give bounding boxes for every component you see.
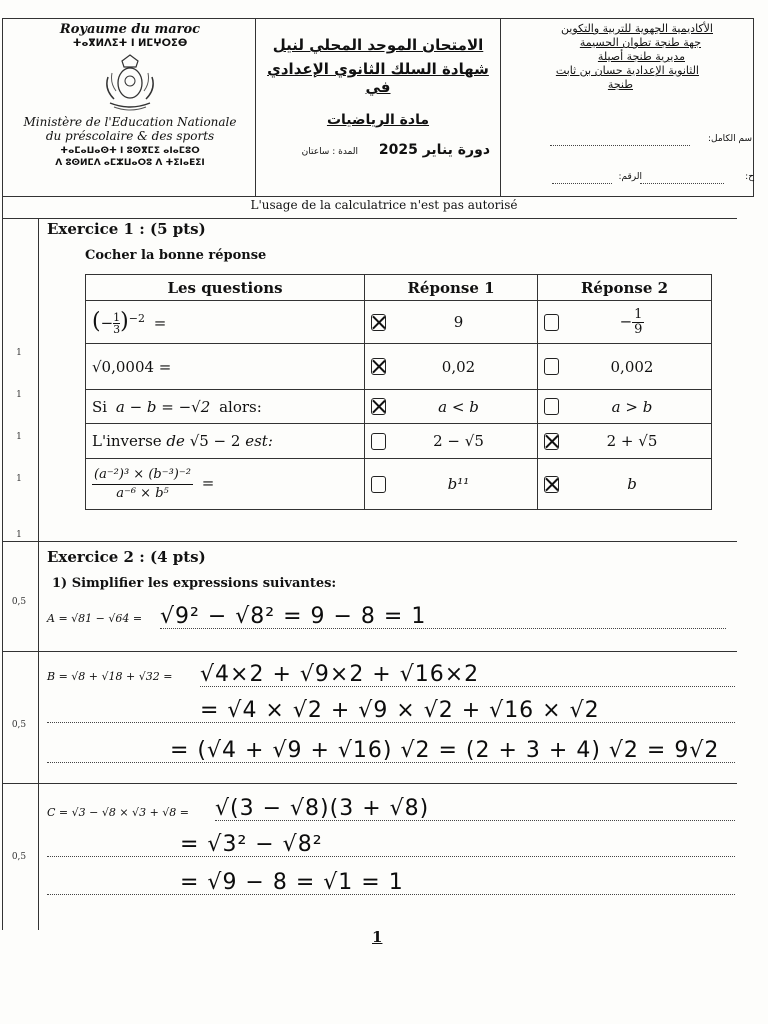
expression-b-label: B = √8 + √18 + √32 = [47,670,173,683]
answer-value: b¹¹ [447,475,470,493]
student-number-label: الرقم: [618,172,642,182]
score-q3: 1 [16,432,22,442]
table-row [86,301,712,344]
answer-checkbox[interactable] [371,476,386,493]
score-q1: 1 [16,348,22,358]
expression-b-line3: = (√4 + √9 + √16) √2 = (2 + 3 + 4) √2 = 9√2 [170,738,720,763]
header-left [20,22,240,168]
score-q5: 1 [16,530,22,540]
exam-duration: المدة : ساعتان [301,147,358,157]
answer-value: 0,02 [441,357,476,376]
answer-value: a < b [438,397,479,416]
student-number-field-a[interactable] [640,183,724,184]
score-c: 0,5 [11,852,27,862]
answer-checkbox[interactable] [544,476,559,493]
exam-title-1: الامتحان الموحد المحلي لنيل [272,36,484,54]
question-2: √0,0004 = [86,344,365,390]
col-header-questions: Les questions [86,275,365,301]
question-4: L'inverse de √5 − 2 est: [86,424,365,459]
student-number-prefix: ح: [745,172,754,182]
ministry-tifinagh-1: ⵜⴰⵎⴰⵡⴰⵙⵜ ⵏ ⵓⵙⴳⵎⵉ ⴰⵏⴰⵎⵓⵔ [60,146,200,156]
directorate-name: مديرية طنجة أصيلة [597,50,685,63]
table-row [86,459,712,510]
expression-c-line3: = √9 − 8 = √1 = 1 [180,870,404,895]
answer-value: 0,002 [610,357,654,376]
full-name-label: سم الكامل: [707,134,752,144]
ministry-name-2: du préscolaire & des sports [45,129,215,143]
question-5: $\frac{\text{(a⁻²)³ × (b⁻³)⁻²}}{\text{a⁻⁶ × b⁵}}$ = [86,459,365,510]
answer-checkbox[interactable] [544,358,559,375]
kingdom-name-tifinagh: ⵜⴰⴳⵍⴷⵉⵜ ⵏ ⵍⵎⵖⵔⵉⴱ [72,38,188,49]
qcm-table [85,274,712,510]
exercise1-instruction: Cocher la bonne réponse [85,248,267,263]
score-b: 0,5 [11,720,27,730]
exam-session: دورة يناير 2025 [378,142,490,158]
expression-c-label: C = √3 − √8 × √3 + √8 = [47,806,190,819]
header-center [262,36,494,128]
student-number-field-b[interactable] [552,183,612,184]
table-row [86,424,712,459]
col-header-answer2: Réponse 2 [538,275,712,301]
answer-checkbox[interactable] [371,314,386,331]
expression-b-line1: √4×2 + √9×2 + √16×2 [200,662,480,687]
school-name: الثانوية الإعدادية حسان بن ثابت [555,64,699,77]
region-name: جهة طنجة تطوان الحسيمة [579,36,701,49]
table-row [86,390,712,424]
answer-checkbox[interactable] [544,314,559,331]
expression-a-answer: √9² − √8² = 9 − 8 = 1 [160,604,427,629]
answer-checkbox[interactable] [371,433,386,450]
answer-value: a > b [611,397,653,416]
page-number: 1 [372,928,383,946]
expression-c-line1: √(3 − √8)(3 + √8) [215,796,430,821]
ministry-name-1: Ministère de l'Education Nationale [23,115,237,129]
exam-title-2: شهادة السلك الثانوي الإعدادي في [267,60,489,96]
exercise2-title: Exercice 2 : (4 pts) [47,548,206,566]
header-right [508,22,713,92]
answer-checkbox[interactable] [544,433,559,450]
answer-value: − $\frac{1}{9}$ [619,306,643,337]
answer-checkbox[interactable] [544,398,559,415]
moroccan-emblem-icon [100,53,160,113]
kingdom-name: Royaume du maroc [59,22,201,37]
answer-value: 2 + √5 [606,432,658,450]
table-row [86,344,712,390]
col-header-answer1: Réponse 1 [365,275,538,301]
academy-name: الأكاديمية الجهوية للتربية والتكوين [560,22,713,35]
expression-c-line2: = √3² − √8² [180,832,323,857]
ministry-tifinagh-2: ⴷ ⵓⵙⵍⵎⴷ ⴰⵎⵣⵡⴰⵔⵓ ⴷ ⵜⵉⵏⴰⴹⵉⵏ [55,158,205,168]
answer-value: 2 − √5 [433,432,484,450]
answer-value: b [627,475,637,493]
calculator-notice: L'usage de la calculatrice n'est pas autorisé [250,198,518,212]
exercise2-subtitle: 1) Simplifier les expressions suivantes: [52,576,337,591]
score-q4: 1 [16,474,22,484]
city-name: طنجة [607,78,633,91]
expression-b-line2: = √4 × √2 + √9 × √2 + √16 × √2 [200,698,600,723]
answer-value: 9 [453,313,464,331]
full-name-field[interactable] [550,145,690,146]
answer-checkbox[interactable] [371,398,386,415]
expression-a-label: A = √81 − √64 = [47,612,143,625]
exercise1-title: Exercice 1 : (5 pts) [47,220,206,238]
question-3: Si a − b = −√2 alors: [86,390,365,424]
answer-checkbox[interactable] [371,358,386,375]
score-q2: 1 [16,390,22,400]
score-a: 0,5 [11,597,27,607]
question-1: (− $\frac{1}{3}$ )$^{-2}$ = [86,301,365,344]
subject-title: مادة الرياضيات [326,112,430,128]
